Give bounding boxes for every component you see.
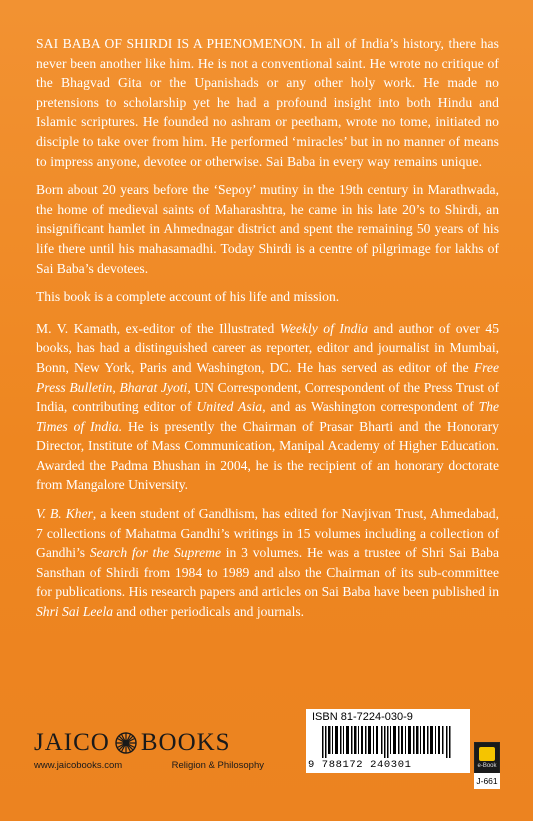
catalog-code: J-661 [474, 773, 500, 789]
publisher-name-right: BOOKS [140, 729, 231, 756]
barcode-bars [322, 726, 456, 758]
publisher-name-left: JAICO [34, 729, 110, 756]
publisher-logo [34, 728, 274, 758]
book-category: Religion & Philosophy [171, 760, 264, 771]
author-bio-kher: V. B. Kher, a keen student of Gandhism, has edited for Navjivan Trust, Ahmedabad, 7 collections of Mahatma Gandhi’s writings in 15 volumes including a collection of Gandhi’s Search for the Supreme in 3 volumes. He was a trustee of Shri Sai Baba Sansthan of Shirdi from 1984 to 1989 and also the Chairman of its sub-committee for publications. His research papers and articles on Sai Baba have been published in Shri Sai Leela and other periodicals and journals. [36, 506, 499, 620]
history-paragraph: Born about 20 years before the ‘Sepoy’ mutiny in the 19th century in Marathwada, the home of medieval saints of Maharashtra, he came in his late 20’s to Shirdi, an insignificant hamlet in Ahmednagar district and spent the remaining 50 years of his life there until his mahasamadhi. Today Shirdi is a centre of pilgrimage for lakhs of Sai Baba’s devotees. [36, 182, 499, 276]
isbn-barcode [306, 709, 470, 773]
ebook-label: e-Book [477, 763, 497, 769]
blurb-text [36, 34, 499, 631]
ebook-icon [479, 747, 495, 761]
publisher-subline [34, 760, 264, 771]
ebook-badge [474, 742, 500, 775]
intro-paragraph: SAI BABA OF SHIRDI IS A PHENOMENON. In all of India’s history, there has never been another like him. He is not a conventional saint. He wrote no critique of the Bhagvad Gita or the Upanishads or any other holy work. He made no pretensions to scholarship yet he had a profound insight into both Hindu and Islamic scriptures. He founded no ashram or peetham, wrote no tome, initiated no disciple to take over from him. He performed ‘miracles’ but in no manner of means to impress anyone, devotee or otherwise. Sai Baba in every way remains unique. [36, 36, 499, 169]
barcode-digits: 9 788172 240301 [308, 759, 412, 771]
author-bio-kamath: M. V. Kamath, ex-editor of the Illustrated Weekly of India and author of over 45 books, has had a distinguished career as reporter, editor and journalist in Mumbai, Bonn, New York, Paris and Washington, DC. He has served as editor of the Free Press Bulletin, Bharat Jyoti, UN Correspondent, Correspondent of the Press Trust of India, contributing editor of United Asia, and as Washington correspondent of The Times of India. He is presently the Chairman of Prasar Bharti and the Honorary Director, Institute of Mass Communication, Manipal Academy of Higher Education. Awarded the Padma Bhushan in 2004, he is the recipient of an honorary doctorate from Mangalore University. [36, 320, 500, 493]
publisher-block [34, 728, 274, 771]
sun-wheel-icon [115, 732, 137, 754]
isbn-label: ISBN 81-7224-030-9 [312, 711, 413, 723]
summary-paragraph: This book is a complete account of his life and mission. [36, 289, 340, 305]
publisher-website: www.jaicobooks.com [34, 760, 123, 771]
